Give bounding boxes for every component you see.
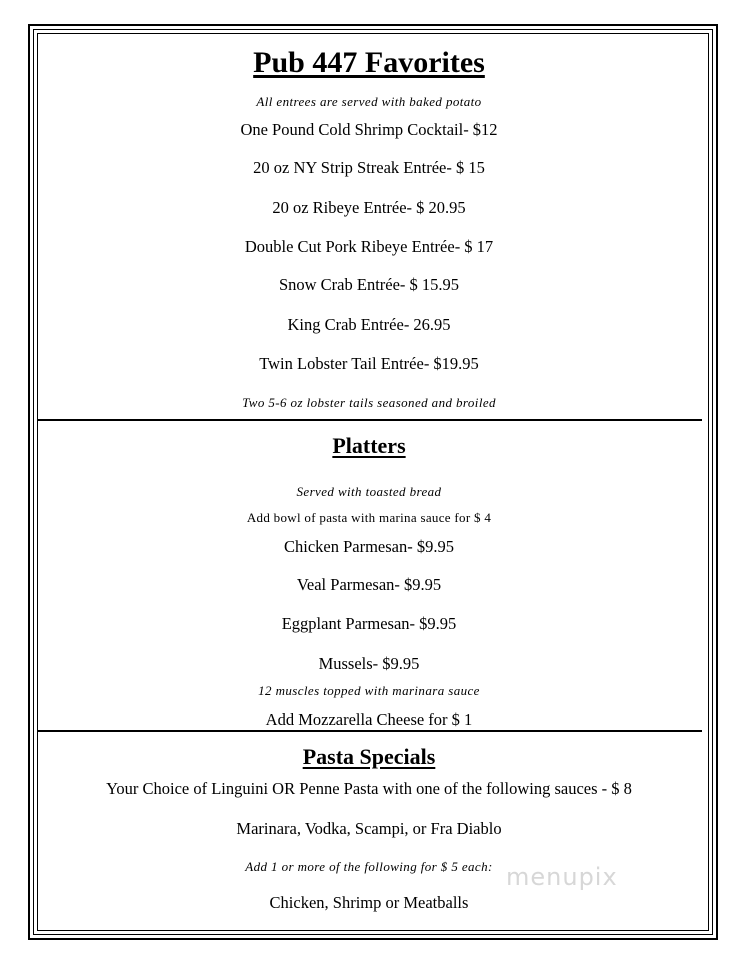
pasta-proteins: Chicken, Shrimp or Meatballs [269, 893, 469, 912]
pasta-sauces: Marinara, Vodka, Scampi, or Fra Diablo [236, 819, 502, 838]
menu-item: Twin Lobster Tail Entrée- $19.95 [259, 354, 479, 373]
menu-item: Eggplant Parmesan- $9.95 [281, 614, 457, 633]
menu-item: 20 oz NY Strip Streak Entrée- $ 15 [253, 158, 485, 177]
pasta-addon-note: Add bowl of pasta with marina sauce for $ 4 [246, 510, 492, 525]
mussels-note: 12 muscles topped with marinara sauce [258, 683, 480, 698]
menu-item: 20 oz Ribeye Entrée- $ 20.95 [272, 198, 466, 217]
watermark: menupix [506, 863, 618, 891]
menu-item: Chicken Parmesan- $9.95 [283, 537, 454, 556]
favorites-note: All entrees are served with baked potato [256, 94, 482, 109]
pasta-addon-note: Add 1 or more of the following for $ 5 each: [245, 859, 493, 874]
pasta-title: Pasta Specials [302, 744, 436, 769]
platters-title: Platters [332, 433, 406, 458]
platters-note: Served with toasted bread [296, 484, 442, 499]
menu-item: One Pound Cold Shrimp Cocktail- $12 [240, 120, 498, 139]
pasta-choice: Your Choice of Linguini OR Penne Pasta with one of the following sauces - $ 8 [106, 779, 632, 798]
section-divider [38, 730, 702, 732]
favorites-title: Pub 447 Favorites [253, 46, 485, 79]
cheese-addon: Add Mozzarella Cheese for $ 1 [265, 710, 473, 729]
menu-item: Double Cut Pork Ribeye Entrée- $ 17 [244, 237, 494, 256]
menu-item: Mussels- $9.95 [318, 654, 420, 673]
menu-item: Snow Crab Entrée- $ 15.95 [278, 275, 460, 294]
menu-item: King Crab Entrée- 26.95 [287, 315, 451, 334]
menu-item: Veal Parmesan- $9.95 [296, 575, 442, 594]
lobster-footnote: Two 5-6 oz lobster tails seasoned and broiled [242, 395, 496, 410]
section-divider [38, 419, 702, 421]
